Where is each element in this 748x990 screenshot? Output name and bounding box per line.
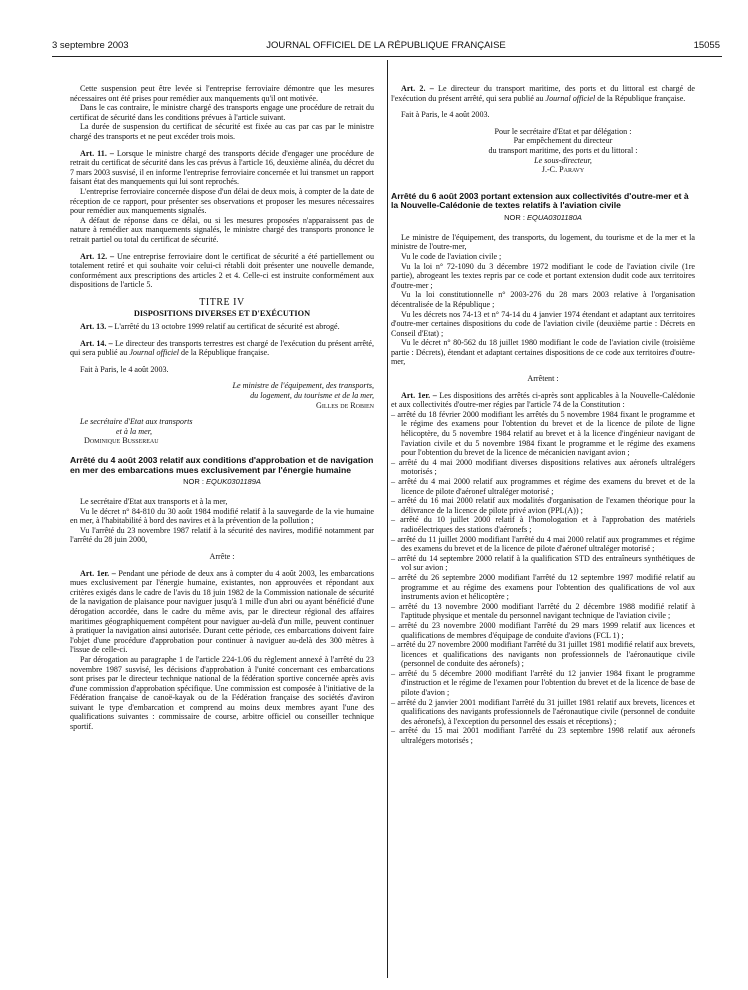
article-label: Art. 1er. – (80, 568, 116, 578)
nor-code: EQUK0301189A (206, 477, 261, 487)
right-column (387, 84, 695, 746)
article-1 (70, 569, 374, 655)
fait-a-paris: Fait à Paris, le 4 août 2003. (80, 364, 169, 374)
article-12 (70, 252, 374, 290)
article-label: Art. 13. – (80, 322, 113, 332)
arrete-title: Arrêté du 6 août 2003 portant extension aux collectivités d'outre-mer et à la Nouvelle-Calédonie de textes relatifs à l'aviation civile (391, 190, 689, 211)
article-label: Art. 14. – (80, 338, 113, 348)
arretes-list (391, 410, 695, 746)
signatory-name: Gilles de Robien (316, 400, 374, 410)
paragraph: Vu le décret n° 80-562 du 18 juillet 1980 modifiant le code de l'aviation civile (troisième partie : Décrets), étendant et adaptant certaines dispositions de ce code aux territoires d'outre-mer, (391, 338, 695, 367)
signatory-name: Dominique Bussereau (84, 436, 159, 446)
paragraph: Vu la loi constitutionnelle n° 2003-276 du 28 mars 2003 relative à l'organisation décentralisée de la République ; (391, 290, 695, 309)
list-item: – arrêté du 14 septembre 2000 relatif à la qualification STD des entraîneurs synthétiques de vol sur avion ; (391, 553, 695, 573)
paragraph: Vu l'arrêté du 23 novembre 1987 relatif à la sécurité des navires, modifié notamment par l'arrêté du 28 juin 2000, (70, 525, 374, 545)
article-text: Le directeur des transports terrestres est chargé de l'exécution du présent arrêté, qui sera publié au (70, 338, 374, 358)
journal-officiel-ref: Journal officiel (129, 348, 180, 358)
paragraph: Vu la loi n° 72-1090 du 3 décembre 1972 modifiant le code de l'aviation civile (1re partie), abrogeant les textes repris par ce code et portant extension dudit code aux territoires d'outre-mer ; (391, 261, 695, 290)
article-text: de la République française. (179, 348, 270, 358)
list-item: – arrêté du 11 juillet 2000 modifiant l'arrêté du 4 mai 2000 relatif aux programmes et régime des examens du brevet et de la licence de pilote d'aéronef ultraléger motorisé ; (391, 534, 695, 554)
signature-title: et à la mer, (116, 426, 152, 436)
signature-line: Pour le secrétaire d'Etat et par délégation : (494, 126, 632, 136)
arrete-heading: Arrête : (209, 551, 235, 561)
paragraph: Vu le code de l'aviation civile ; (401, 251, 502, 261)
article-text: Les dispositions des arrêtés ci-après sont applicables à la Nouvelle-Calédonie et aux collectivités d'outre-mer régies par l'article 74 de la Constitution : (391, 390, 696, 410)
paragraph: Le secrétaire d'Etat aux transports et à la mer, (80, 497, 228, 506)
article-1 (391, 391, 695, 410)
arretent-heading: Arrêtent : (527, 374, 559, 384)
article-2 (391, 84, 695, 103)
article-label: Art. 12. – (80, 251, 115, 261)
signatory-name: J.-C. Paravy (541, 165, 585, 175)
paragraph: Vu le décret n° 84-810 du 30 août 1984 modifié relatif à la sauvegarde de la vie humaine en mer, à l'habitabilité à bord des navires et à la prévention de la pollution ; (70, 506, 374, 526)
article-11 (70, 149, 374, 187)
header-date: 3 septembre 2003 (52, 40, 129, 51)
nor-code: EQUA0301180A (527, 213, 582, 223)
nor-reference (70, 477, 374, 487)
titre-heading: TITRE IV (199, 296, 245, 308)
signature-title: Le secrétaire d'Etat aux transports (80, 417, 193, 427)
list-item: – arrêté du 23 novembre 2000 modifiant l'arrêté du 29 mars 1999 relatif aux licences et qualifications de membres d'équipage de conduite d'avions (FCL 1) ; (391, 620, 695, 640)
list-item: – arrêté du 18 février 2000 modifiant les arrêtés du 5 novembre 1984 fixant le programme et le régime des examens pour l'obtention du brevet et de la licence de pilote de ligne hélicoptère, du 5 novembre 1984 relatif au brevet et à la licence d'ingénieur navigant de l'aviation civile et du 5 novembre 1984 fixant le programme et le régime des examens pour l'obtention du brevet de la licence de mécanicien navigant avion ; (391, 409, 695, 458)
arrete-title: Arrêté du 4 août 2003 relatif aux conditions d'approbation et de navigation en mer des embarcations mues exclusivement par l'énergie humaine (70, 455, 374, 475)
nor-label: NOR : (183, 477, 206, 487)
signature-title: Le sous-directeur, (534, 155, 592, 165)
article-text: Le directeur du transport maritime, des ports et du littoral est chargé de l'exécution du présent arrêté, qui sera publié au (391, 84, 695, 103)
paragraph: Le ministre de l'équipement, des transports, du logement, du tourisme et de la mer et la ministre de l'outre-mer, (391, 232, 695, 252)
journal-officiel-ref: Journal officiel (545, 93, 596, 103)
signature-line: du transport maritime, des ports et du littoral : (488, 145, 638, 155)
signature-line: Par empêchement du directeur (513, 136, 613, 146)
list-item: – arrêté du 26 septembre 2000 modifiant l'arrêté du 12 septembre 1997 modifié relatif au programme et au régime des examens pour l'obtention des qualifications de vol aux instruments avion et hélicoptère ; (391, 572, 695, 602)
article-text: de la République française. (595, 93, 686, 103)
article-text: Lorsque le ministre chargé des transports décide d'engager une procédure de retrait du certificat de sécurité dans les cas prévus à l'article 16, deuxième alinéa, du décret du 7 mars 2003 susvisé, il en informe l'entreprise ferroviaire concernée et lui transmet un rapport faisant état des manquements qui lui sont reprochés. (70, 148, 374, 187)
list-item: – arrêté du 4 mai 2000 relatif aux programmes et régime des examens du brevet et de la licence de pilote d'aéronef ultraléger motorisé ; (391, 477, 695, 496)
article-14 (70, 339, 374, 358)
article-text: Une entreprise ferroviaire dont le certificat de sécurité a été partiellement ou totalement retiré et qui souhaite voir celui-ci rétabli doit présenter une nouvelle demande, conformément aux prescriptions des articles 2 et 4. Celle-ci est instruite conformément aux dispositions de l'article 5. (70, 251, 374, 290)
paragraph: Dans le cas contraire, le ministre chargé des transports engage une procédure de retrait du certificat de sécurité dans les conditions prévues à l'article suivant. (70, 103, 374, 122)
list-item: – arrêté du 2 janvier 2001 modifiant l'arrêté du 31 juillet 1981 relatif aux brevets, licences et qualifications des navigants professionnels de l'aéronautique civile (personnel de conduite des aéronefs), à l'exception du personnel des essais et réceptions) ; (391, 697, 695, 726)
signature-title: du logement, du tourisme et de la mer, (250, 391, 374, 401)
paragraph: A défaut de réponse dans ce délai, ou si les mesures proposées n'apparaissent pas de nature à remédier aux manquements signalés, le ministre chargé des transports prononce le retrait partiel ou total du certificat de sécurité. (70, 215, 374, 244)
article-label: Art. 1er. – (401, 390, 437, 400)
page-header (52, 40, 720, 56)
paragraph: Par dérogation au paragraphe 1 de l'article 224-1.06 du règlement annexé à l'arrêté du 23 novembre 1987 susvisé, les décisions d'approbation à l'unité concernant ces embarcations sont prises par le directeur technique national de la fédération sportive concernée après avis d'une commission d'approbation spécifique. Une commission est composée à l'initiative de la Fédération française de canoë-kayak ou de la Fédération française des sociétés d'aviron suivant le type d'embarcation et comprend au moins deux membres ayant l'une des qualifications suivantes : commissaire de course, arbitre officiel ou conseiller technique sportif. (70, 654, 374, 732)
signature-title: Le ministre de l'équipement, des transports, (232, 381, 374, 391)
header-journal-title: JOURNAL OFFICIEL DE LA RÉPUBLIQUE FRANÇAISE (266, 40, 506, 51)
header-page-number: 15055 (693, 40, 720, 51)
list-item: – arrêté du 4 mai 2000 modifiant diverses dispositions relatives aux aéronefs ultralégers motorisés ; (391, 457, 695, 477)
titre-subheading: DISPOSITIONS DIVERSES ET D'EXÉCUTION (133, 309, 311, 319)
list-item: – arrêté du 13 novembre 2000 modifiant l'arrêté du 2 décembre 1988 modifié relatif à l'aptitude physique et mentale du personnel navigant technique de l'aviation civile ; (391, 601, 695, 621)
list-item: – arrêté du 15 mai 2001 modifiant l'arrêté du 23 septembre 1998 relatif aux aéronefs ultralégers motorisés ; (391, 726, 695, 746)
nor-reference (391, 213, 695, 223)
list-item: – arrêté du 10 juillet 2000 relatif à l'homologation et à l'approbation des matériels radioélectriques des stations d'aéronefs ; (391, 515, 695, 534)
article-13 (70, 322, 374, 332)
left-column (70, 84, 374, 732)
article-text: Pendant une période de deux ans à compter du 4 août 2003, les embarcations mues exclusivement par l'énergie humaine, existantes, non approuvées et répondant aux critères exigés dans le cadre de l'avis du 18 juin 1982 de la Commission nationale de sécurité de la navigation de plaisance pour naviguer jusqu'à 1 mille d'un abri ou ayant bénéficié d'une dérogation accordée, dans le cadre du même avis, par le directeur régional des affaires maritimes géographiquement compétent pour naviguer au-delà d'un mille, peuvent continuer à pratiquer la navigation ainsi autorisée. Durant cette période, ces embarcations doivent faire l'objet d'une procédure d'approbation pour continuer à naviguer au-delà des 300 mètres à l'issue de celle-ci. (70, 568, 375, 655)
list-item: – arrêté du 16 mai 2000 relatif aux modalités d'organisation de l'examen théorique pour la délivrance de la licence de pilote privé avion (PPL(A)) ; (391, 496, 695, 515)
paragraph: Vu les décrets nos 74-13 et n° 74-14 du 4 janvier 1974 étendant et adaptant aux territoires d'outre-mer certaines dispositions du code de l'aviation civile (deuxième partie : Décrets en Conseil d'Etat) ; (391, 309, 695, 338)
paragraph: Cette suspension peut être levée si l'entreprise ferroviaire démontre que les mesures nécessaires ont été prises pour remédier aux manquements qu'il ont motivée. (70, 84, 374, 103)
paragraph: L'entreprise ferroviaire concernée dispose d'un délai de deux mois, à compter de la date de réception de ce rapport, pour présenter ses observations et proposer les mesures nécessaires pour remédier aux manquements signalés. (70, 186, 374, 216)
list-item: – arrêté du 27 novembre 2000 modifiant l'arrêté du 31 juillet 1981 modifié relatif aux brevets, licences et qualifications des navigants non professionnels de l'aéronautique civile (personnel de conduite des aéronefs) ; (391, 640, 695, 669)
header-rule (52, 56, 722, 57)
fait-a-paris: Fait à Paris, le 4 août 2003. (401, 110, 490, 120)
article-text: L'arrêté du 13 octobre 1999 relatif au certificat de sécurité est abrogé. (112, 322, 340, 332)
list-item: – arrêté du 5 décembre 2000 modifiant l'arrêté du 12 janvier 1984 fixant le programme d'instruction et le régime de l'examen pour l'obtention du brevet et de la licence de base de pilote d'avion ; (391, 668, 695, 698)
article-label: Art. 11. – (80, 148, 114, 158)
article-label: Art. 2. – (401, 84, 434, 93)
paragraph: La durée de suspension du certificat de sécurité est fixée au cas par cas par le ministre chargé des transports et ne peut excéder trois mois. (70, 122, 374, 141)
nor-label: NOR : (504, 213, 527, 223)
